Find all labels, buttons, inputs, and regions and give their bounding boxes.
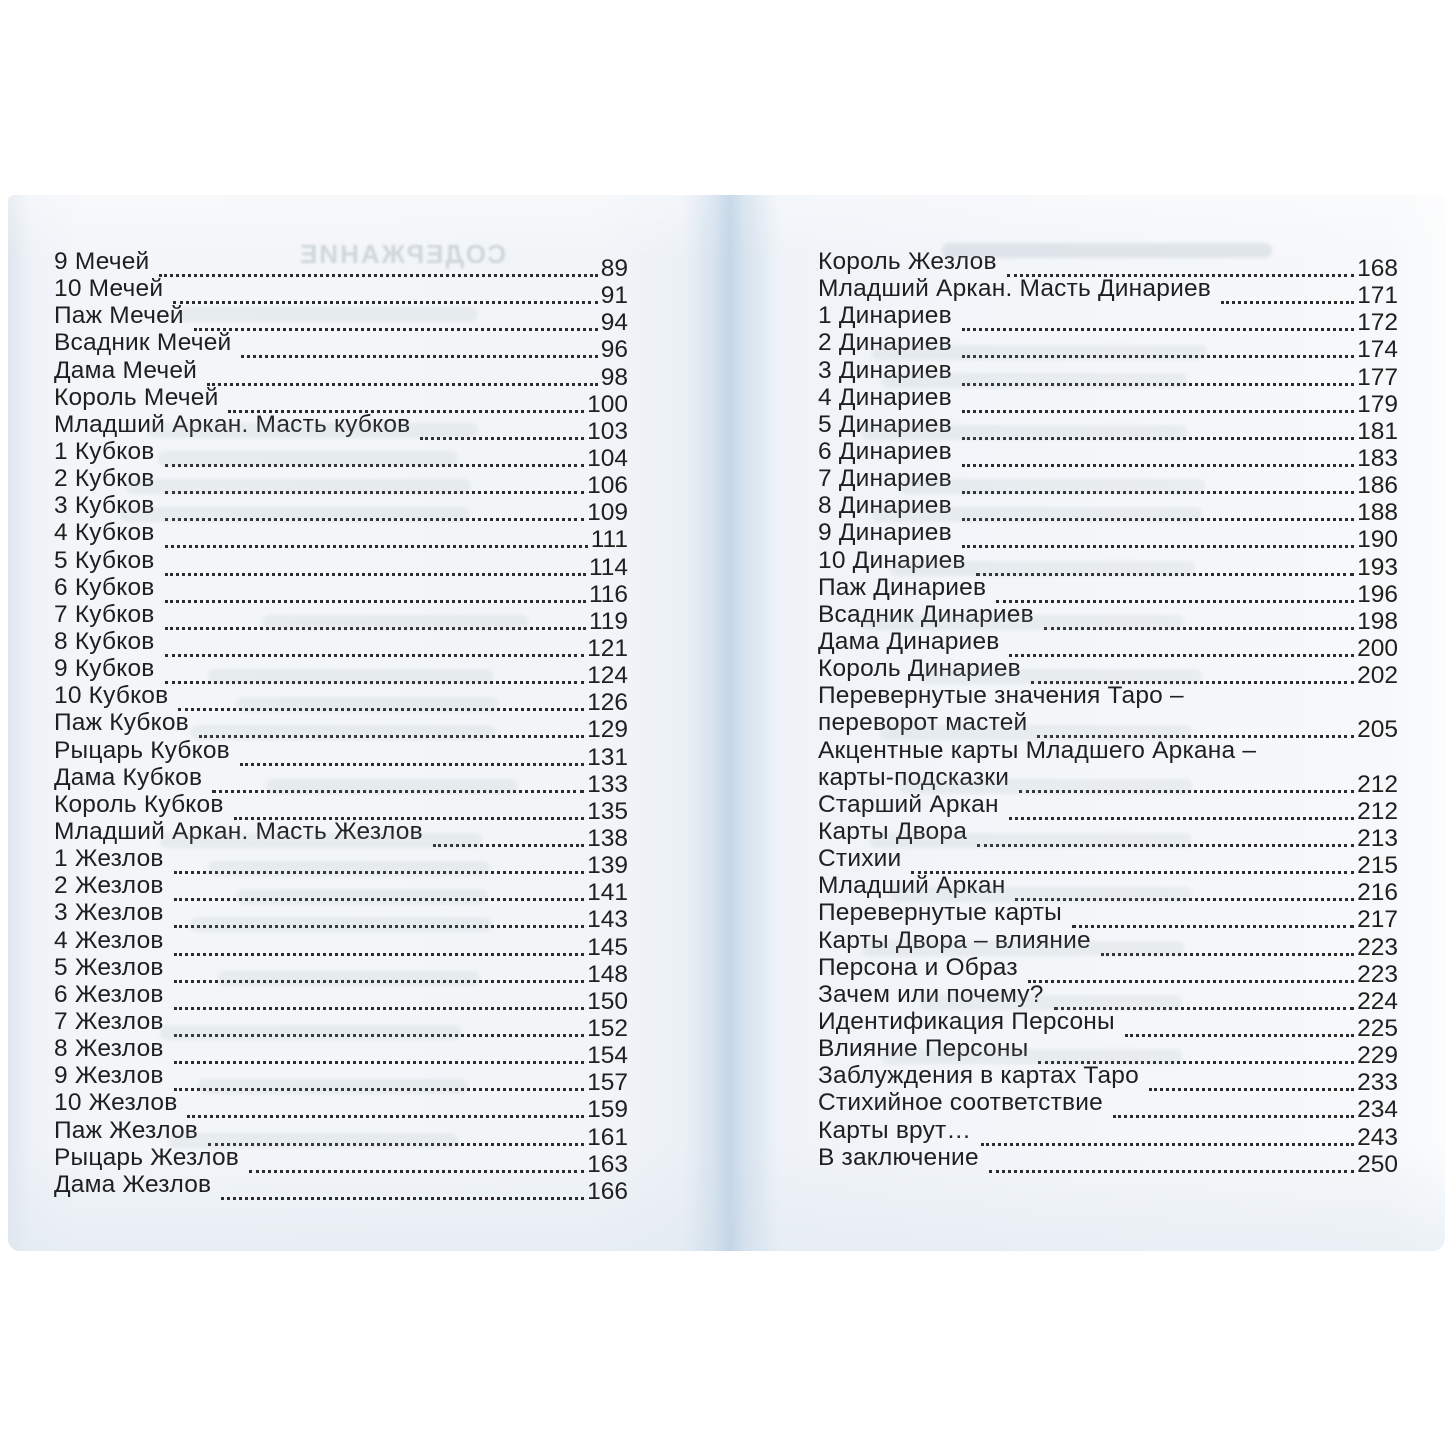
toc-entry-page-number: 190	[1357, 526, 1398, 554]
toc-leader-dots	[962, 492, 1354, 521]
toc-entry	[818, 356, 1398, 391]
toc-entry	[54, 682, 628, 717]
toc-leader-dots	[207, 357, 598, 386]
toc-leader-dots	[174, 927, 584, 956]
toc-entry-label: Король Кубков	[54, 790, 224, 818]
toc-entry-page-number: 104	[587, 444, 628, 472]
toc-leader-dots	[1015, 872, 1354, 901]
toc-entry-label: Младший Аркан. Масть Динариев	[818, 275, 1211, 303]
toc-entry-label: 2 Кубков	[54, 465, 155, 493]
toc-entry-label: Король Мечей	[54, 383, 219, 411]
toc-entry-page-number: 216	[1357, 879, 1398, 907]
toc-entry	[54, 736, 628, 771]
toc-entry-page-number: 154	[587, 1042, 628, 1070]
toc-entry-label: 6 Кубков	[54, 573, 155, 601]
toc-entry-label: 9 Жезлов	[54, 1062, 164, 1090]
toc-entry-page-number: 213	[1357, 824, 1398, 852]
toc-entry	[818, 410, 1398, 445]
toc-entry-page-number: 138	[587, 824, 628, 852]
toc-leader-dots	[1221, 275, 1354, 304]
toc-entry-label: 9 Мечей	[54, 248, 150, 275]
show-through-heading-ghost: СОДЕРЖАНИЕ	[298, 239, 506, 269]
toc-entry	[818, 465, 1398, 500]
toc-entry	[54, 1170, 628, 1205]
toc-entry-label: карты-подсказки	[818, 763, 1010, 791]
toc-entry-page-number: 188	[1357, 499, 1398, 527]
toc-entry	[54, 845, 628, 880]
toc-leader-dots	[1072, 899, 1354, 928]
book-spread	[8, 195, 1445, 1251]
toc-entry-page-number: 229	[1357, 1042, 1398, 1070]
toc-entry-label: 10 Мечей	[54, 275, 164, 303]
toc-entry	[818, 1035, 1398, 1070]
toc-entry	[818, 817, 1398, 852]
toc-entry-label: Паж Динариев	[818, 573, 987, 601]
toc-entry	[818, 329, 1398, 364]
toc-entry-label: Рыцарь Жезлов	[54, 1143, 239, 1171]
toc-entry-label: 10 Жезлов	[54, 1089, 178, 1117]
toc-entry-label: В заключение	[818, 1143, 979, 1171]
toc-entry-page-number: 143	[587, 906, 628, 934]
toc-entry	[818, 899, 1398, 934]
toc-leader-dots	[911, 845, 1354, 874]
toc-entry-label: 7 Жезлов	[54, 1007, 164, 1035]
toc-entry-page-number: 109	[587, 499, 628, 527]
toc-leader-dots	[212, 764, 584, 793]
toc-entry-label: Паж Мечей	[54, 302, 184, 330]
toc-entry	[818, 248, 1398, 282]
toc-leader-dots	[981, 1117, 1354, 1146]
toc-entry	[54, 492, 628, 527]
toc-entry	[818, 546, 1398, 581]
toc-entry	[54, 600, 628, 635]
toc-page-right	[722, 195, 1445, 1251]
toc-entry	[54, 248, 628, 282]
toc-entry-label: 3 Динариев	[818, 356, 952, 384]
toc-entry-label: 2 Жезлов	[54, 872, 164, 900]
toc-entry-label: Влияние Персоны	[818, 1035, 1029, 1063]
toc-leader-dots	[159, 248, 597, 277]
toc-entry-label: 5 Динариев	[818, 410, 952, 438]
toc-leader-dots	[962, 302, 1354, 331]
toc-entry	[818, 302, 1398, 337]
toc-entry-label: Всадник Динариев	[818, 600, 1034, 628]
toc-list-left	[54, 248, 628, 1205]
toc-entry	[818, 682, 1398, 709]
toc-leader-dots	[187, 1089, 584, 1118]
toc-entry-label: 1 Динариев	[818, 302, 952, 330]
toc-entry-page-number: 106	[587, 472, 628, 500]
toc-entry-page-number: 152	[587, 1014, 628, 1042]
toc-entry	[818, 1116, 1398, 1151]
toc-leader-dots	[174, 899, 584, 928]
toc-leader-dots	[1007, 248, 1354, 277]
toc-entry-page-number: 157	[587, 1069, 628, 1097]
toc-entry	[54, 953, 628, 988]
toc-leader-dots	[1009, 628, 1354, 657]
toc-entry-label: Стихийное соответствие	[818, 1089, 1103, 1117]
toc-entry	[54, 1143, 628, 1178]
toc-entry	[54, 329, 628, 364]
toc-entry-page-number: 217	[1357, 906, 1398, 934]
toc-entry-label: Король Динариев	[818, 655, 1021, 683]
toc-entry	[54, 356, 628, 391]
toc-entry-label: 8 Жезлов	[54, 1035, 164, 1063]
toc-entry	[818, 383, 1398, 418]
toc-entry	[54, 655, 628, 690]
toc-entry-page-number: 234	[1357, 1096, 1398, 1124]
toc-entry	[54, 383, 628, 418]
toc-entry-label: 1 Жезлов	[54, 845, 164, 873]
toc-entry-page-number: 198	[1357, 607, 1398, 635]
toc-entry-label: Идентификация Персоны	[818, 1007, 1115, 1035]
toc-leader-dots	[962, 411, 1354, 440]
toc-entry-page-number: 202	[1357, 662, 1398, 690]
toc-leader-dots	[1009, 791, 1354, 820]
toc-entry	[54, 1035, 628, 1070]
toc-entry-label: Перевернутые значения Таро –	[818, 682, 1184, 710]
toc-entry-label: Карты Двора – влияние	[818, 926, 1091, 954]
toc-entry	[54, 519, 628, 554]
toc-entry-page-number: 224	[1357, 987, 1398, 1015]
toc-entry-label: 4 Жезлов	[54, 926, 164, 954]
toc-leader-dots	[1125, 1008, 1354, 1037]
toc-entry-page-number: 223	[1357, 960, 1398, 988]
toc-entry-label: Перевернутые карты	[818, 899, 1062, 927]
toc-entry-page-number: 181	[1357, 417, 1398, 445]
toc-entry	[54, 763, 628, 798]
toc-leader-dots	[208, 1117, 584, 1146]
toc-entry-page-number: 150	[587, 987, 628, 1015]
toc-entry	[54, 980, 628, 1015]
toc-entry	[54, 437, 628, 472]
toc-leader-dots	[962, 438, 1354, 467]
toc-entry-page-number: 186	[1357, 472, 1398, 500]
toc-entry-page-number: 91	[600, 282, 628, 310]
toc-entry-page-number: 200	[1357, 634, 1398, 662]
toc-entry	[818, 627, 1398, 662]
toc-entry-page-number: 135	[587, 797, 628, 825]
toc-entry-page-number: 121	[587, 634, 628, 662]
toc-leader-dots	[165, 628, 585, 657]
toc-leader-dots	[228, 384, 584, 413]
toc-leader-dots	[977, 818, 1354, 847]
toc-entry-page-number: 114	[588, 553, 628, 581]
toc-entry-page-number: 215	[1357, 852, 1398, 880]
toc-entry-page-number: 103	[587, 417, 628, 445]
toc-leader-dots	[976, 547, 1354, 576]
toc-leader-dots	[174, 1035, 584, 1064]
toc-entry-page-number: 98	[600, 363, 628, 391]
toc-entry-page-number: 111	[590, 526, 628, 554]
toc-entry-label: Акцентные карты Младшего Аркана –	[818, 736, 1257, 764]
toc-leader-dots	[241, 329, 597, 358]
toc-entry-label: Паж Жезлов	[54, 1116, 199, 1144]
toc-leader-dots	[1028, 954, 1354, 983]
toc-entry-label: Младший Аркан. Масть кубков	[54, 410, 411, 438]
toc-list-right	[818, 248, 1398, 1178]
toc-entry	[818, 1062, 1398, 1097]
toc-entry-page-number: 223	[1357, 933, 1398, 961]
toc-leader-dots	[165, 547, 586, 576]
toc-entry-page-number: 163	[587, 1150, 628, 1178]
toc-entry-label: 9 Кубков	[54, 655, 155, 683]
toc-leader-dots	[165, 574, 586, 603]
toc-entry-label: Младший Аркан	[818, 872, 1006, 900]
toc-leader-dots	[989, 1144, 1354, 1173]
toc-entry-label: 5 Жезлов	[54, 953, 164, 981]
toc-entry-page-number: 174	[1357, 336, 1398, 364]
toc-entry	[818, 709, 1398, 744]
toc-entry-page-number: 212	[1357, 770, 1398, 798]
toc-entry-label: 4 Динариев	[818, 383, 952, 411]
toc-leader-dots	[433, 818, 584, 847]
toc-entry-page-number: 177	[1357, 363, 1398, 391]
toc-leader-dots	[165, 519, 588, 548]
toc-entry	[818, 573, 1398, 608]
toc-entry-label: 4 Кубков	[54, 519, 155, 547]
toc-entry	[818, 790, 1398, 825]
toc-leader-dots	[1019, 764, 1354, 793]
toc-entry	[818, 926, 1398, 961]
toc-entry	[54, 926, 628, 961]
toc-leader-dots	[174, 872, 584, 901]
toc-entry	[818, 737, 1398, 764]
toc-entry	[818, 655, 1398, 690]
toc-leader-dots	[249, 1144, 584, 1173]
toc-entry	[54, 627, 628, 662]
toc-entry	[54, 546, 628, 581]
toc-leader-dots	[962, 357, 1354, 386]
toc-entry	[54, 275, 628, 310]
toc-leader-dots	[234, 791, 585, 820]
toc-entry	[818, 953, 1398, 988]
toc-entry-label: Паж Кубков	[54, 709, 189, 737]
toc-entry-label: Дама Мечей	[54, 356, 198, 384]
toc-entry	[54, 1007, 628, 1042]
toc-entry	[54, 1116, 628, 1151]
toc-leader-dots	[1044, 601, 1354, 630]
toc-entry-page-number: 233	[1357, 1069, 1398, 1097]
toc-leader-dots	[1113, 1089, 1354, 1118]
toc-entry-page-number: 225	[1357, 1014, 1398, 1042]
toc-entry	[818, 437, 1398, 472]
toc-leader-dots	[962, 384, 1354, 413]
toc-entry-label: Карты Двора	[818, 817, 968, 845]
toc-entry	[54, 1062, 628, 1097]
toc-leader-dots	[173, 275, 598, 304]
toc-leader-dots	[1149, 1062, 1354, 1091]
toc-leader-dots	[1037, 709, 1354, 738]
toc-entry-label: Стихии	[818, 845, 902, 873]
toc-entry-page-number: 212	[1357, 797, 1398, 825]
toc-entry	[54, 790, 628, 825]
toc-entry-page-number: 171	[1357, 282, 1398, 310]
toc-page-left	[8, 195, 722, 1251]
toc-entry-label: Всадник Мечей	[54, 329, 232, 357]
toc-entry-page-number: 250	[1357, 1150, 1398, 1178]
toc-entry-label: Старший Аркан	[818, 790, 999, 818]
toc-entry-page-number: 89	[600, 255, 628, 282]
toc-entry-label: 9 Динариев	[818, 519, 952, 547]
toc-entry-page-number: 129	[587, 716, 628, 744]
toc-entry-page-number: 193	[1357, 553, 1398, 581]
toc-entry-page-number: 179	[1357, 390, 1398, 418]
toc-entry-page-number: 100	[587, 390, 628, 418]
toc-entry-page-number: 243	[1357, 1123, 1398, 1151]
toc-entry-label: Персона и Образ	[818, 953, 1018, 981]
toc-entry	[54, 465, 628, 500]
toc-entry-label: Рыцарь Кубков	[54, 736, 230, 764]
toc-leader-dots	[1038, 1035, 1354, 1064]
toc-entry-label: Дама Жезлов	[54, 1170, 212, 1198]
toc-entry	[818, 845, 1398, 880]
toc-entry-label: 3 Жезлов	[54, 899, 164, 927]
toc-entry	[818, 1143, 1398, 1178]
toc-entry-label: Карты врут…	[818, 1116, 972, 1144]
toc-entry	[818, 600, 1398, 635]
toc-entry-label: переворот мастей	[818, 709, 1028, 737]
toc-entry	[54, 817, 628, 852]
toc-leader-dots	[420, 411, 584, 440]
toc-entry	[818, 275, 1398, 310]
toc-entry-page-number: 133	[587, 770, 628, 798]
toc-entry-page-number: 172	[1357, 309, 1398, 337]
toc-entry-page-number: 139	[587, 852, 628, 880]
toc-entry-label: 3 Кубков	[54, 492, 155, 520]
toc-entry-page-number: 148	[587, 960, 628, 988]
toc-entry-page-number: 94	[600, 309, 628, 337]
toc-entry	[818, 980, 1398, 1015]
toc-entry	[54, 302, 628, 337]
toc-entry	[818, 1089, 1398, 1124]
toc-entry-page-number: 116	[588, 580, 628, 608]
toc-entry-label: Дама Динариев	[818, 627, 1000, 655]
toc-entry	[54, 1089, 628, 1124]
toc-leader-dots	[962, 465, 1354, 494]
toc-entry	[54, 709, 628, 744]
toc-leader-dots	[165, 438, 585, 467]
toc-entry-page-number: 126	[587, 689, 628, 717]
toc-leader-dots	[1054, 981, 1355, 1010]
toc-entry-page-number: 119	[588, 607, 628, 635]
toc-entry-page-number: 168	[1357, 255, 1398, 282]
toc-leader-dots	[1101, 927, 1354, 956]
toc-entry-page-number: 131	[587, 743, 628, 771]
toc-leader-dots	[174, 954, 584, 983]
toc-entry-page-number: 161	[587, 1123, 628, 1151]
toc-entry-label: 8 Кубков	[54, 627, 155, 655]
toc-entry	[818, 872, 1398, 907]
toc-entry-page-number: 141	[587, 879, 628, 907]
toc-entry	[818, 519, 1398, 554]
toc-entry-label: 1 Кубков	[54, 437, 155, 465]
toc-leader-dots	[178, 682, 584, 711]
toc-entry-label: 2 Динариев	[818, 329, 952, 357]
toc-entry	[818, 492, 1398, 527]
toc-leader-dots	[165, 655, 585, 684]
toc-leader-dots	[194, 302, 598, 331]
toc-entry	[54, 573, 628, 608]
toc-entry-page-number: 159	[587, 1096, 628, 1124]
toc-entry-label: 7 Динариев	[818, 465, 952, 493]
toc-entry-label: 10 Кубков	[54, 682, 169, 710]
toc-entry-page-number: 196	[1357, 580, 1398, 608]
toc-entry-label: Заблуждения в картах Таро	[818, 1062, 1139, 1090]
toc-entry-label: 8 Динариев	[818, 492, 952, 520]
toc-leader-dots	[1031, 655, 1354, 684]
toc-leader-dots	[165, 492, 585, 521]
toc-entry-label: Король Жезлов	[818, 248, 997, 275]
toc-leader-dots	[174, 845, 584, 874]
toc-entry-page-number: 145	[587, 933, 628, 961]
toc-entry	[54, 410, 628, 445]
toc-leader-dots	[240, 737, 584, 766]
toc-entry-page-number: 183	[1357, 444, 1398, 472]
toc-leader-dots	[962, 329, 1354, 358]
toc-leader-dots	[996, 574, 1354, 603]
toc-leader-dots	[165, 601, 586, 630]
toc-entry-page-number: 124	[587, 662, 628, 690]
toc-leader-dots	[174, 1062, 584, 1091]
toc-entry-label: 6 Жезлов	[54, 980, 164, 1008]
toc-entry-label: Дама Кубков	[54, 763, 203, 791]
toc-entry-page-number: 96	[600, 336, 628, 364]
toc-leader-dots	[174, 1008, 584, 1037]
toc-entry-label: Младший Аркан. Масть Жезлов	[54, 817, 423, 845]
toc-entry	[818, 1007, 1398, 1042]
toc-entry-label: 7 Кубков	[54, 600, 155, 628]
toc-leader-dots	[221, 1171, 584, 1200]
toc-entry	[54, 872, 628, 907]
toc-entry	[54, 899, 628, 934]
toc-leader-dots	[174, 981, 584, 1010]
toc-entry-page-number: 205	[1357, 716, 1398, 744]
toc-entry-label: Зачем или почему?	[818, 980, 1044, 1008]
toc-entry-label: 6 Динариев	[818, 437, 952, 465]
toc-entry-label: 10 Динариев	[818, 546, 966, 574]
toc-leader-dots	[199, 709, 584, 738]
toc-leader-dots	[165, 465, 585, 494]
toc-leader-dots	[962, 519, 1354, 548]
toc-entry-page-number: 166	[587, 1177, 628, 1205]
toc-entry-label: 5 Кубков	[54, 546, 155, 574]
toc-entry	[818, 763, 1398, 798]
